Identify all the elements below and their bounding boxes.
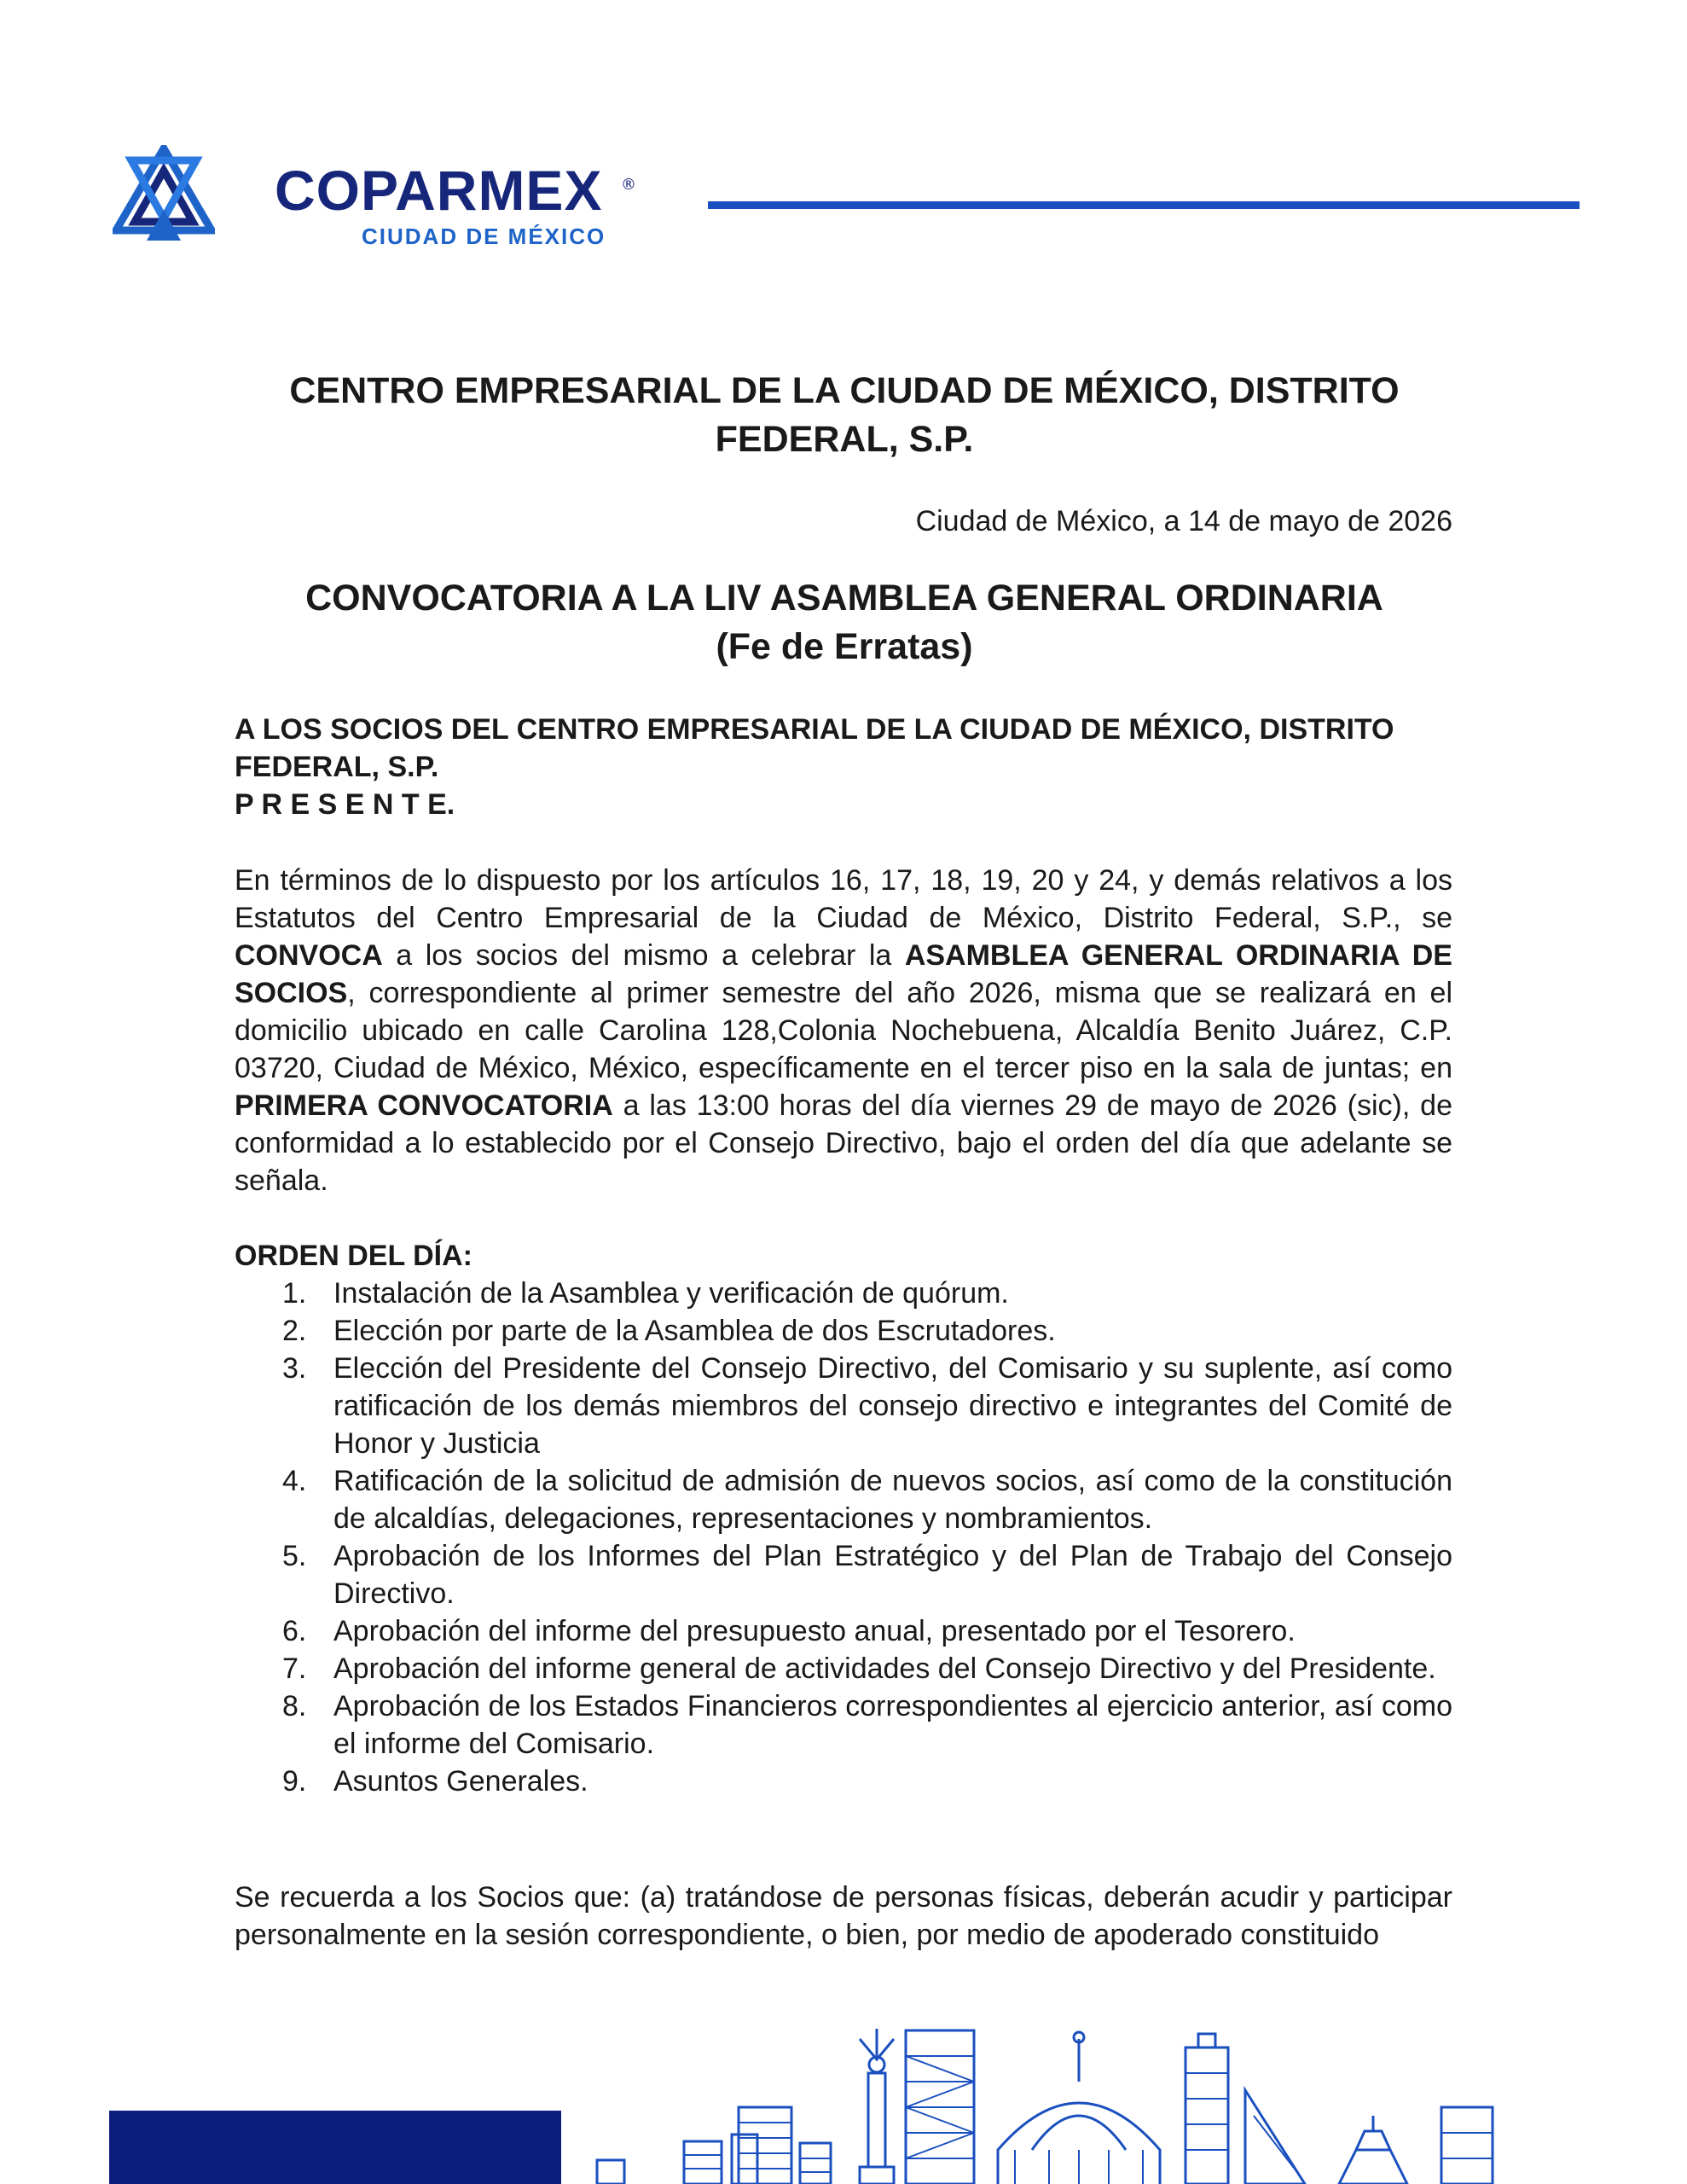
- convocation-paragraph: [235, 862, 1452, 1199]
- agenda-item-number: 3.: [282, 1352, 307, 1385]
- agenda-item-text: Asuntos Generales.: [333, 1765, 588, 1798]
- paragraph-text: , correspondiente al primer semestre del año 2026, misma que se realizará en el domicilio ubicado en calle Carolina 128,Colonia Nochebuena, Alcaldía Benito Juárez, C.P. 03720, Ciudad de México, México, específicamente en el tercer piso en la sala de juntas; en: [235, 977, 1452, 1084]
- agenda-item: [235, 1612, 1452, 1650]
- agenda-item: [235, 1537, 1452, 1612]
- agenda-item-text: Aprobación de los Estados Financieros correspondientes al ejercicio anterior, así como el informe del Comisario.: [333, 1690, 1452, 1760]
- agenda-item-text: Instalación de la Asamblea y verificación de quórum.: [333, 1277, 1009, 1310]
- addressee-line: FEDERAL, S.P.: [235, 751, 439, 783]
- agenda-item-number: 7.: [282, 1653, 307, 1685]
- agenda-item-number: 4.: [282, 1465, 307, 1497]
- logo-subtitle: CIUDAD DE MÉXICO: [362, 224, 606, 249]
- bold-convoca: CONVOCA: [235, 939, 383, 972]
- agenda-item-number: 1.: [282, 1277, 307, 1310]
- agenda-heading: ORDEN DEL DÍA:: [235, 1240, 472, 1272]
- reminder-paragraph: Se recuerda a los Socios que: (a) tratándose de personas físicas, deberán acudir y participar personalmente en la sesión correspondiente, o bien, por medio de apoderado constituido: [235, 1881, 1452, 1951]
- agenda-item: [235, 1350, 1452, 1462]
- agenda-item-number: 5.: [282, 1540, 307, 1572]
- agenda-item-text: Elección del Presidente del Consejo Directivo, del Comisario y su suplente, así como ratificación de los demás miembros del consejo directivo e integrantes del Comité de Honor y Justicia: [333, 1352, 1452, 1460]
- addressee-line: A LOS SOCIOS DEL CENTRO EMPRESARIAL DE LA CIUDAD DE MÉXICO, DISTRITO: [235, 713, 1394, 746]
- convocatoria-line: (Fe de Erratas): [716, 626, 973, 667]
- convocatoria-line: CONVOCATORIA A LA LIV ASAMBLEA GENERAL ORDINARIA: [305, 578, 1383, 619]
- addressee: [235, 711, 1452, 823]
- footer-bar: [109, 2111, 561, 2184]
- agenda-item-number: 2.: [282, 1315, 307, 1347]
- agenda-item: [235, 1650, 1452, 1687]
- logo-wordmark: COPARMEX: [275, 159, 603, 222]
- paragraph-text: En términos de lo dispuesto por los artículos 16, 17, 18, 19, 20 y 24, y demás relativos a los Estatutos del Centro Empresarial de la Ciudad de México, Distrito Federal, S.P., se: [235, 864, 1452, 934]
- agenda-item: [235, 1687, 1452, 1763]
- agenda-item-text: Aprobación del informe general de actividades del Consejo Directivo y del Presidente.: [333, 1653, 1436, 1685]
- date-line: Ciudad de México, a 14 de mayo de 2026: [915, 505, 1452, 537]
- agenda-item: [235, 1312, 1452, 1350]
- title-line: FEDERAL, S.P.: [715, 419, 974, 460]
- agenda-list: [235, 1275, 1452, 1800]
- cdmx-skyline-icon: [588, 2022, 1687, 2184]
- header-rule: [708, 201, 1580, 209]
- presente-line: P R E S E N T E.: [235, 788, 455, 821]
- registered-mark: ®: [621, 176, 636, 194]
- agenda-item-number: 8.: [282, 1690, 307, 1722]
- agenda-item: [235, 1763, 1452, 1800]
- bold-primera-convocatoria: PRIMERA CONVOCATORIA: [235, 1089, 613, 1122]
- document-title: [222, 367, 1467, 464]
- agenda-item: [235, 1275, 1452, 1312]
- convocatoria-title: [222, 574, 1467, 671]
- paragraph-text: a los socios del mismo a celebrar la: [382, 939, 905, 972]
- agenda-item-text: Aprobación del informe del presupuesto anual, presentado por el Tesorero.: [333, 1615, 1296, 1647]
- title-line: CENTRO EMPRESARIAL DE LA CIUDAD DE MÉXICO, DISTRITO: [289, 370, 1400, 411]
- agenda-item-text: Aprobación de los Informes del Plan Estratégico y del Plan de Trabajo del Consejo Directivo.: [333, 1540, 1452, 1610]
- agenda-item-number: 6.: [282, 1615, 307, 1647]
- agenda-item-number: 9.: [282, 1765, 307, 1798]
- coparmex-logo-icon: [113, 145, 215, 252]
- bold-asamblea: ASAMBLEA GENERAL ORDINARIA DE SOCIOS: [235, 939, 1452, 1009]
- paragraph-text: a las 13:00 horas del día viernes 29 de mayo de 2026 (sic), de conformidad a lo establecido por el Consejo Directivo, bajo el orden del día que adelante se señala.: [235, 1089, 1452, 1197]
- agenda-item: [235, 1462, 1452, 1537]
- agenda-item-text: Ratificación de la solicitud de admisión de nuevos socios, así como de la constitución de alcaldías, delegaciones, representaciones y nombramientos.: [333, 1465, 1452, 1535]
- agenda-item-text: Elección por parte de la Asamblea de dos Escrutadores.: [333, 1315, 1056, 1347]
